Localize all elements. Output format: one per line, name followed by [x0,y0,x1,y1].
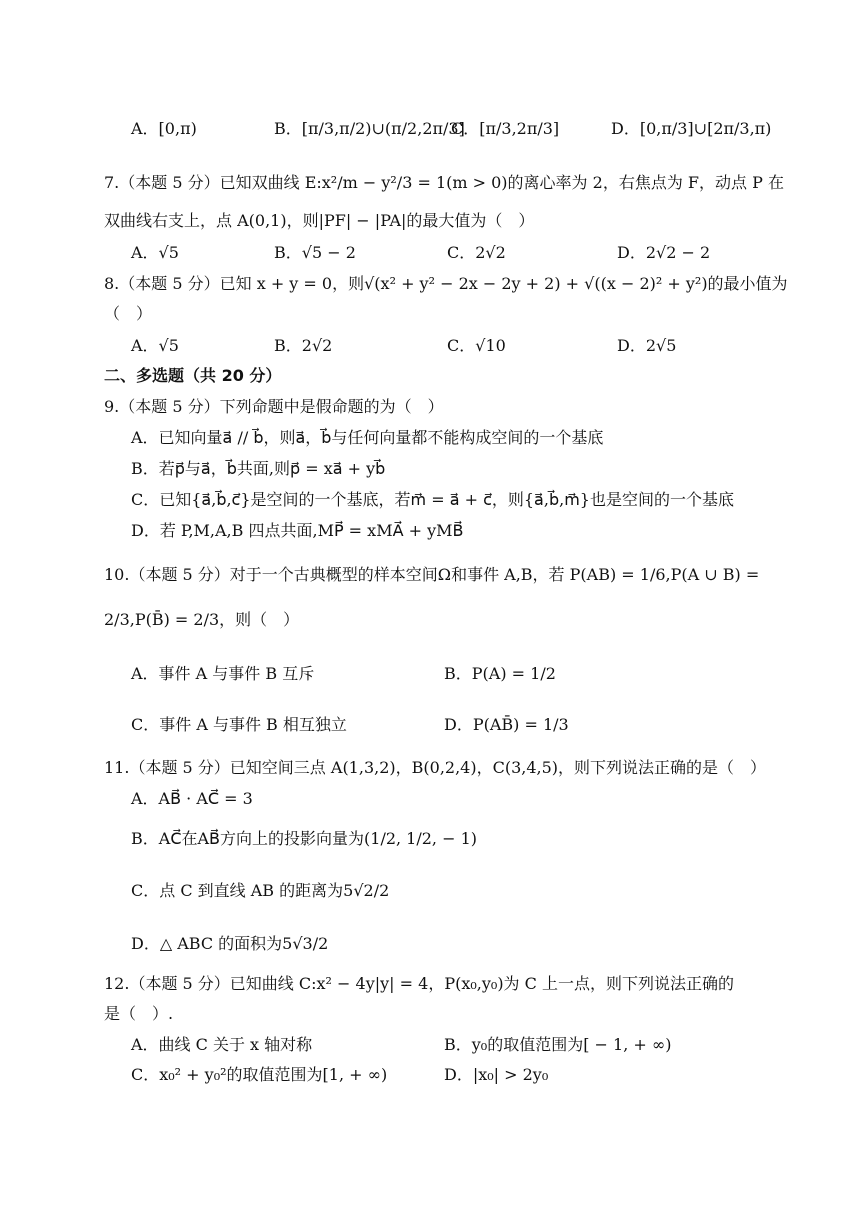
q12-option-d: D．|x₀| > 2y₀ [444,1065,549,1084]
q8-option-b: B．2√2 [274,336,333,355]
q8-option-a: A．√5 [131,336,179,355]
q9-option-d: D．若 P,M,A,B 四点共面,MP⃗ = xMA⃗ + yMB⃗ [131,521,464,540]
q12-stem-line1: 12.（本题 5 分）已知曲线 C:x² − 4y|y| = 4，P(x₀,y₀)为 C 上一点，则下列说法正确的 [104,974,734,993]
q8-option-c: C．√10 [447,336,506,355]
q11-option-a: A．AB⃗ · AC⃗ = 3 [131,789,253,808]
q12-stem-line2: 是（ ）. [104,1004,174,1023]
q6-option-d: D．[0,π/3]∪[2π/3,π) [611,119,772,138]
q8-stem-line1: 8.（本题 5 分）已知 x + y = 0，则√(x² + y² − 2x − 2y + 2) + √((x − 2)² + y²)的最小值为 [104,274,788,293]
q11-option-b: B．AC⃗在AB⃗方向上的投影向量为(1/2, 1/2, − 1) [131,829,478,848]
q11-stem: 11.（本题 5 分）已知空间三点 A(1,3,2)，B(0,2,4)，C(3,4,5)，则下列说法正确的是（ ） [104,758,767,777]
q7-stem-line2: 双曲线右支上，点 A(0,1)，则|PF| − |PA|的最大值为（ ） [104,211,535,230]
q12-option-b: B．y₀的取值范围为[ − 1, + ∞) [444,1035,672,1054]
q10-option-b: B．P(A) = 1/2 [444,664,556,683]
q10-stem-line1: 10.（本题 5 分）对于一个古典概型的样本空间Ω和事件 A,B，若 P(AB) = 1/6,P(A ∪ B) = [104,565,760,584]
q7-option-b: B．√5 − 2 [274,243,356,262]
q9-stem: 9.（本题 5 分）下列命题中是假命题的为（ ） [104,397,444,416]
q9-option-b: B．若p⃗与a⃗，b⃗共面,则p⃗ = xa⃗ + yb⃗ [131,459,386,478]
q6-option-b: B．[π/3,π/2)∪(π/2,2π/3] [274,119,465,138]
q9-option-a: A．已知向量a⃗ // b⃗，则a⃗，b⃗与任何向量都不能构成空间的一个基底 [131,428,604,447]
q12-option-c: C．x₀² + y₀²的取值范围为[1, + ∞) [131,1065,388,1084]
q11-option-c: C．点 C 到直线 AB 的距离为5√2/2 [131,881,390,900]
q10-option-d: D．P(AB̄) = 1/3 [444,715,569,734]
section-heading-multiple-choice: 二、多选题（共 20 分） [104,366,282,385]
q7-option-d: D．2√2 − 2 [617,243,711,262]
q9-option-c: C．已知{a⃗,b⃗,c⃗}是空间的一个基底，若m⃗ = a⃗ + c⃗，则{a⃗,b⃗,m⃗}也是空间的一个基底 [131,490,734,509]
q10-option-c: C．事件 A 与事件 B 相互独立 [131,715,347,734]
q10-option-a: A．事件 A 与事件 B 互斥 [131,664,315,683]
q7-option-a: A．√5 [131,243,179,262]
q6-option-c: C．[π/3,2π/3] [451,119,560,138]
q7-stem-line1: 7.（本题 5 分）已知双曲线 E:x²/m − y²/3 = 1(m > 0)的离心率为 2，右焦点为 F，动点 P 在 [104,173,784,192]
q11-option-d: D．△ ABC 的面积为5√3/2 [131,934,329,953]
q8-stem-line2: （ ） [104,304,153,323]
q12-option-a: A．曲线 C 关于 x 轴对称 [131,1035,313,1054]
q7-option-c: C．2√2 [447,243,506,262]
q10-stem-line2: 2/3,P(B̄) = 2/3，则（ ） [104,610,300,629]
q8-option-d: D．2√5 [617,336,677,355]
q6-option-a: A．[0,π) [131,119,197,138]
